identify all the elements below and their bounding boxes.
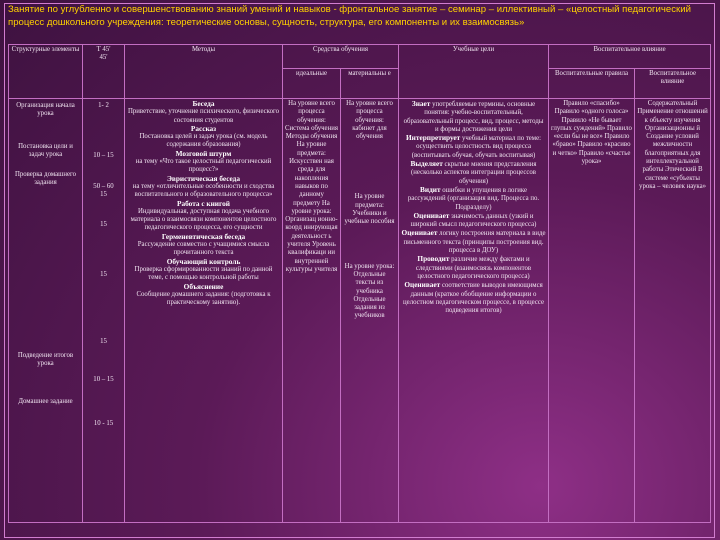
stage-homework: Домашнее задание	[18, 398, 73, 406]
method-text: Рассуждение совместно с учащимися смысла прочитанного текста	[137, 241, 270, 257]
method-title: Работа с книгой	[176, 198, 231, 208]
header-means-ideal: идеальные	[283, 69, 341, 99]
methods-cell	[125, 99, 283, 523]
method-title: Беседа	[192, 99, 215, 108]
goal-item: Проводит различие между фактами и следствиями (взаимосвязь компонентов целостного педагогического процесса)	[415, 254, 532, 280]
goal-item: Интерпретирует учебный материал по теме: осуществить целостность вид процесса (воспитывать обучая, обучать воспитывая)	[406, 133, 542, 159]
method-title: Герменевтическая беседа	[161, 231, 246, 241]
time-value: 15	[100, 190, 107, 198]
stage-organization: Организация начала урока	[16, 102, 75, 118]
method-title: Мозговой штурм	[175, 148, 232, 158]
header-goals: Учебные цели	[399, 45, 549, 99]
times-cell	[83, 99, 125, 523]
means-material-item: На уровне урока: Отдельные тексты из учебника Отдельные задания из учебников	[344, 262, 395, 320]
header-upbringing-influence: Воспитательное влияние	[635, 69, 711, 99]
method-text: на тему «Что такое целостный педагогический процесс?»	[135, 158, 272, 174]
method-text: Проверка сформированности знаний по данной теме, с помощью контрольной работы	[134, 265, 273, 282]
method-text: Приветствие, уточнение психического, физического состояния студентов	[127, 108, 280, 124]
time-value: 15	[100, 271, 107, 279]
time-value: 1- 2	[98, 102, 109, 109]
header-elements: Структурные элементы	[9, 45, 83, 99]
means-material-item: На уровне всего процесса обучения: кабинет для обучения	[346, 100, 393, 141]
method-text: на тему «отличительные особенности и сходства воспитательного и образовательного процесса»	[132, 182, 275, 199]
goal-item: Оценивает соответствие выводов имеющимся данным (краткое обобщение информации о целостном педагогическом процессе, в процессе подведения итогов)	[403, 280, 544, 315]
header-upbringing: Воспитательное влияние	[549, 45, 711, 69]
stages-cell	[9, 99, 83, 523]
header-time: Т 45' 45'	[83, 45, 125, 99]
time-value: 10 – 15	[93, 376, 114, 384]
method-title: Обучающий контроль	[166, 256, 241, 266]
method-title: Объяснение	[183, 281, 224, 291]
goal-item: Оценивает логику построения материала в виде письменного текста (принципы построения вид. процесса в ДОУ)	[401, 228, 546, 255]
time-value: 10 - 15	[93, 420, 114, 428]
stage-summary: Подведение итогов урока	[17, 351, 74, 368]
stage-homework-check: Проверка домашнего задания	[14, 171, 77, 187]
page-title: Занятие по углубленно и совершенствованию знаний умений и навыков - фронтальное занятие – семинар – иллективный – «целостный педагогический процесс дошкольного учреждения: теоретические основы, сущность, структура, его компоненты и их взаимосвязь»	[8, 4, 691, 29]
header-upbringing-rules: Воспитательные правила	[549, 69, 635, 99]
means-ideal-cell: На уровне всего процесса обучения: Система обучения Методы обучения На уровне предмета: Искусствен ная среда для накопления навыков по данному предмету На уровне урока: Организац ионно-коорд инирующая деятельност ь учителя Уровень квалификаци ии внутренней культуры учителя	[283, 99, 341, 523]
means-material-cell	[341, 99, 399, 523]
method-text: Индивидуальная, доступная подача учебного материала о взаимосвязи компонентов целостного педагогического процесса, его сущности	[130, 207, 277, 232]
header-means-material: материальны е	[341, 69, 399, 99]
goal-item: Оценивает значимость данных (узкий и широкий смысл педагогического процесса)	[410, 210, 537, 229]
method-text: Сообщение домашнего задания: (подготовка к практическому занятию).	[136, 290, 271, 307]
goal-item: Видит ошибки и упущения в логике рассуждений (организация вид. Процесса по. Подразделу)	[407, 184, 540, 211]
goal-item: Знает употребляемые термины, основные понятия: учебно-воспитательный, образовательный процесс, вид, процесс, методы и формы достижения цели	[403, 99, 544, 133]
method-title: Эвристическая беседа	[166, 173, 241, 183]
rules-cell: Правило «спасибо» Правило «одного голоса» Правило «Не бывает глупых суждений» Правило «если бы не все» Правило «браво» Правило «красиво и четко» Правило «счастье урока»	[549, 99, 635, 523]
time-value: 50 – 60	[93, 182, 114, 190]
stage-goal-setting: Постановка цели и задач урока	[18, 142, 73, 158]
time-value: 15	[100, 221, 107, 229]
header-means: Средства обучения	[283, 45, 399, 69]
goals-cell	[399, 99, 549, 523]
method-title: Рассказ	[190, 123, 217, 133]
method-text: Постановка целей и задач урока (см. модель содержания образования)	[139, 133, 268, 149]
influence-cell: Содержательный Применение отношений к объекту изучения Организационны й Создание условий межличностн благоприятных для интеллектуальной работы Этический В системе «субъекты урока – человек наука»	[635, 99, 711, 523]
means-material-item: На уровне предмета: Учебники и учебные пособия	[344, 193, 395, 226]
time-value: 15	[100, 337, 107, 345]
header-methods: Методы	[125, 45, 283, 99]
goal-item: Выделяет скрытые мнения представления (несколько аспектов интеграции процессов обучения)	[410, 159, 537, 185]
time-value: 10 – 15	[93, 152, 114, 160]
lesson-plan-table	[8, 44, 711, 523]
